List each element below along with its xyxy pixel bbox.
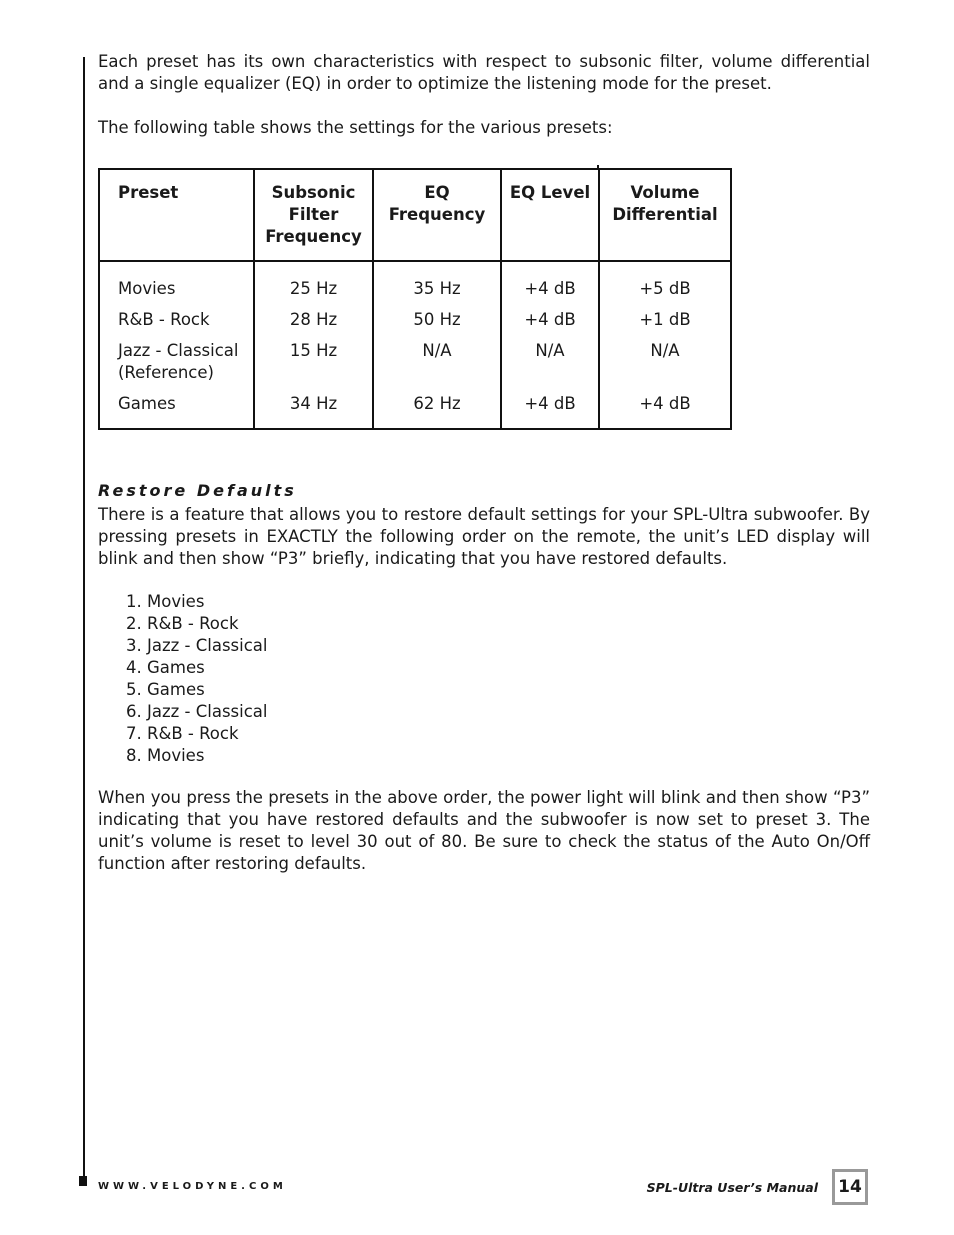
restore-paragraph: There is a feature that allows you to restore default settings for your SPL-Ultra subwoofer. By pressing presets in EXACTLY the following order on the remote, the unit’s LED display will blink and then show “P3” briefly, indicating that you have restored defaults. <box>98 505 870 568</box>
section-heading-restore-defaults: Restore Defaults <box>98 481 297 500</box>
cell-volume: +4 dB <box>599 389 731 429</box>
cell-eq-level: +4 dB <box>501 261 599 305</box>
header-subsonic: Subsonic Filter Frequency <box>254 169 373 261</box>
presets-table <box>98 168 732 430</box>
cell-volume: N/A <box>599 336 731 389</box>
cell-subsonic: 25 Hz <box>254 261 373 305</box>
list-item: 2. R&B - Rock <box>126 614 239 633</box>
cell-eq-frequency: 35 Hz <box>373 261 501 305</box>
table-row <box>99 336 731 389</box>
cell-eq-frequency: 62 Hz <box>373 389 501 429</box>
margin-rule <box>83 57 85 1184</box>
cell-subsonic: 34 Hz <box>254 389 373 429</box>
footer-url: WWW.VELODYNE.COM <box>98 1181 287 1192</box>
header-preset: Preset <box>99 169 254 261</box>
cell-subsonic: 28 Hz <box>254 305 373 336</box>
cell-eq-level: +4 dB <box>501 305 599 336</box>
list-item: 6. Jazz - Classical <box>126 702 268 721</box>
table-row <box>99 305 731 336</box>
cell-preset: R&B - Rock <box>99 305 254 336</box>
footer-manual-title: SPL-Ultra User’s Manual <box>646 1180 818 1195</box>
list-item: 8. Movies <box>126 746 205 765</box>
list-item: 1. Movies <box>126 592 205 611</box>
table-intro: The following table shows the settings for the various presets: <box>98 118 613 137</box>
list-item: 4. Games <box>126 658 205 677</box>
cell-volume: +5 dB <box>599 261 731 305</box>
cell-eq-frequency: 50 Hz <box>373 305 501 336</box>
table-row <box>99 261 731 305</box>
header-volume-differential: Volume Differential <box>599 169 731 261</box>
closing-paragraph: When you press the presets in the above order, the power light will blink and then show “P3” indicating that you have restored defaults and the subwoofer is now set to preset 3. The unit’s volume is reset to level 30 out of 80. Be sure to check the status of the Auto On/Off function after restoring defaults. <box>98 788 870 873</box>
page-number: 14 <box>832 1169 868 1205</box>
cell-volume: +1 dB <box>599 305 731 336</box>
header-eq-level: EQ Level <box>501 169 599 261</box>
cell-eq-frequency: N/A <box>373 336 501 389</box>
cell-preset: Movies <box>99 261 254 305</box>
header-eq-frequency: EQ Frequency <box>373 169 501 261</box>
table-row <box>99 389 731 429</box>
cell-eq-level: N/A <box>501 336 599 389</box>
list-item: 5. Games <box>126 680 205 699</box>
table-header-row <box>99 169 731 261</box>
cell-preset: Jazz - Classical (Reference) <box>99 336 254 389</box>
list-item: 3. Jazz - Classical <box>126 636 268 655</box>
cell-subsonic: 15 Hz <box>254 336 373 389</box>
cell-eq-level: +4 dB <box>501 389 599 429</box>
list-item: 7. R&B - Rock <box>126 724 239 743</box>
restore-steps-list <box>126 591 268 767</box>
intro-paragraph: Each preset has its own characteristics with respect to subsonic filter, volume differential and a single equalizer (EQ) in order to optimize the listening mode for the preset. <box>98 52 870 93</box>
margin-rule-cap <box>79 1176 87 1186</box>
cell-preset: Games <box>99 389 254 429</box>
